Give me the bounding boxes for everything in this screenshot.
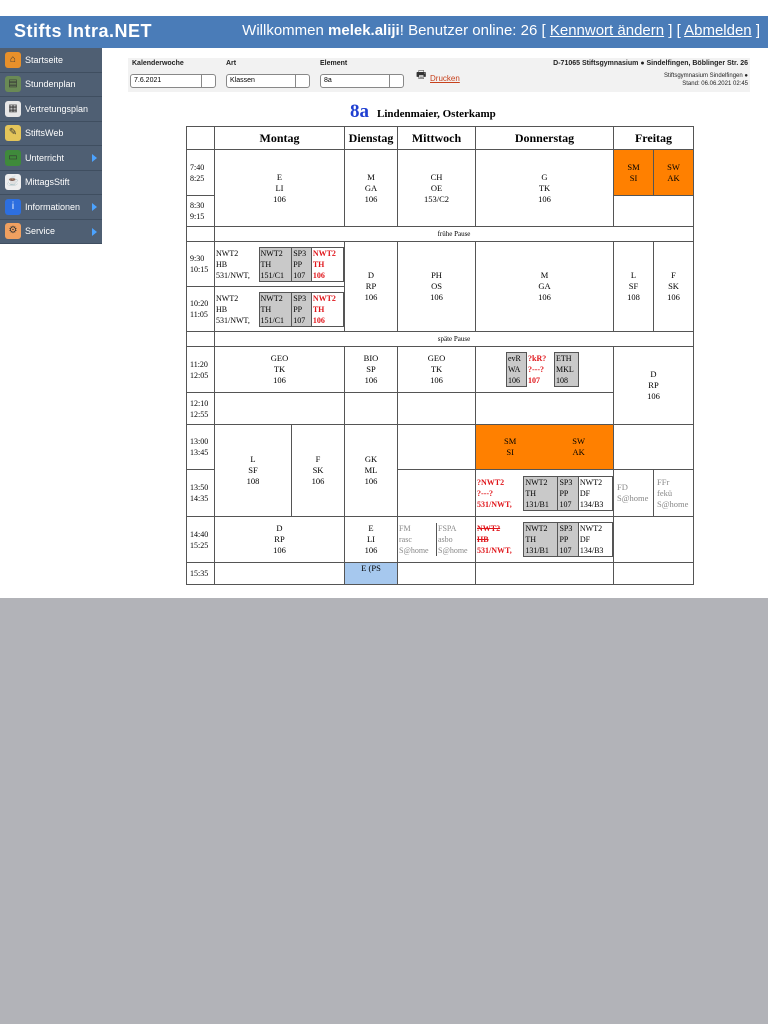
tools-icon: ⚙ xyxy=(5,223,21,239)
pencil-icon: ✎ xyxy=(5,125,21,141)
lesson-group[interactable]: FM rasc S@home FSPA asbo S@home xyxy=(398,517,476,563)
timetable-title xyxy=(350,101,496,123)
chevron-right-icon xyxy=(92,154,97,162)
chevron-right-icon xyxy=(92,203,97,211)
time-slot: 10:20 11:05 xyxy=(187,287,215,332)
lesson-group[interactable]: evR WA 106 ?kR? ?---? 107 ETH MKL 108 xyxy=(476,347,614,393)
empty-cell xyxy=(614,196,694,227)
timetable xyxy=(186,126,694,585)
element-label: Element xyxy=(320,60,348,67)
time-slot: 9:30 10:15 xyxy=(187,242,215,287)
period-row xyxy=(187,242,694,287)
day-header: Donnerstag xyxy=(476,127,614,150)
type-select[interactable]: Klassen xyxy=(226,74,310,88)
header-bar xyxy=(0,16,768,48)
lesson-group[interactable]: NWT2 HB 531/NWT, NWT2 TH 151/C1 SP3 PP 107 NWT2 TH 106 xyxy=(215,287,345,332)
class-teachers: Lindenmaier, Osterkamp xyxy=(377,108,496,120)
lesson-cell[interactable]: GEO TK 106 xyxy=(398,347,476,393)
lesson-cell[interactable]: SW AK xyxy=(654,150,694,196)
school-address: D-71065 Stiftsgymnasium ● Sindelfingen, Böblinger Str. 26 xyxy=(553,60,748,67)
day-header: Mittwoch xyxy=(398,127,476,150)
separator: ] [ xyxy=(664,22,685,39)
sidebar-item-label: Startseite xyxy=(25,54,64,65)
day-header-row xyxy=(187,127,694,150)
week-select[interactable]: 7.6.2021 xyxy=(130,74,216,88)
sidebar-item-startseite[interactable] xyxy=(0,48,102,73)
time-slot: 8:30 9:15 xyxy=(187,196,215,227)
day-header: Freitag xyxy=(614,127,694,150)
lesson-cell[interactable]: F SK 106 xyxy=(654,242,694,332)
break-row xyxy=(187,332,694,347)
change-password-link[interactable]: Kennwort ändern xyxy=(549,22,665,39)
cafeteria-icon: ☕ xyxy=(5,174,21,190)
lesson-cell[interactable]: SM SI xyxy=(614,150,654,196)
time-slot: 13:50 14:35 xyxy=(187,470,215,517)
time-slot: 12:10 12:55 xyxy=(187,393,215,425)
sidebar-item-service[interactable] xyxy=(0,220,102,245)
blackboard-icon: ▭ xyxy=(5,150,21,166)
lesson-group[interactable]: NWT2 HB 531/NWT, NWT2 TH 131/B1 SP3 PP 107 NWT2 DF 134/B3 xyxy=(476,517,614,563)
day-header: Montag xyxy=(215,127,345,150)
lesson-cell[interactable]: L SF 108 xyxy=(215,425,292,517)
element-select[interactable]: 8a xyxy=(320,74,404,88)
day-header: Dienstag xyxy=(345,127,398,150)
sidebar-item-label: StiftsWeb xyxy=(25,128,64,139)
calendar-icon: ▦ xyxy=(5,101,21,117)
sidebar-item-mittagsstift[interactable] xyxy=(0,171,102,196)
home-icon: ⌂ xyxy=(5,52,21,68)
welcome-prefix: Willkommen xyxy=(242,22,329,39)
sidebar-item-label: Service xyxy=(25,226,56,237)
period-row xyxy=(187,517,694,563)
chevron-down-icon xyxy=(389,75,403,87)
brand-logo[interactable]: Stifts Intra.NET xyxy=(14,21,153,41)
lesson-group[interactable]: ?NWT2 ?---? 531/NWT, NWT2 TH 131/B1 SP3 PP 107 NWT2 DF 134/B3 xyxy=(476,470,614,517)
sidebar-item-label: Vertretungsplan xyxy=(25,103,89,114)
sidebar-item-label: MittagsStift xyxy=(25,177,70,188)
lesson-cell[interactable]: E LI 106 xyxy=(215,150,345,227)
logout-link[interactable]: Abmelden xyxy=(684,22,752,39)
lesson-cell[interactable]: L SF 108 xyxy=(614,242,654,332)
school-stand: Stiftsgymnasium Sindelfingen ● Stand: 06.06.2021 02:45 xyxy=(664,73,748,87)
lesson-cell[interactable]: FFr fekü S@home xyxy=(654,470,694,517)
lesson-cell[interactable]: PH OS 106 xyxy=(398,242,476,332)
break-label: frühe Pause xyxy=(215,227,694,242)
lesson-cell[interactable]: D RP 106 xyxy=(215,517,345,563)
sidebar-item-unterricht[interactable] xyxy=(0,146,102,171)
period-row xyxy=(187,150,694,196)
welcome-text xyxy=(242,22,760,39)
lesson-cell[interactable]: D RP 106 xyxy=(345,242,398,332)
sidebar-item-label: Unterricht xyxy=(25,152,65,163)
lesson-cell[interactable]: FD S@home xyxy=(614,470,654,517)
lesson-cell[interactable]: GEO TK 106 xyxy=(215,347,345,393)
chevron-down-icon xyxy=(201,75,215,87)
lesson-cell[interactable]: E (PS xyxy=(345,563,398,585)
lesson-cell[interactable]: G TK 106 xyxy=(476,150,614,227)
lesson-cell[interactable]: BIO SP 106 xyxy=(345,347,398,393)
chevron-right-icon xyxy=(92,228,97,236)
timetable-icon: ▤ xyxy=(5,76,21,92)
info-icon: i xyxy=(5,199,21,215)
period-row xyxy=(187,347,694,393)
sidebar xyxy=(0,48,102,244)
lesson-cell[interactable]: D RP 106 xyxy=(614,347,694,425)
time-slot: 14:40 15:25 xyxy=(187,517,215,563)
time-slot: 15:35 xyxy=(187,563,215,585)
lesson-cell[interactable]: F SK 106 xyxy=(292,425,345,517)
sidebar-item-label: Stundenplan xyxy=(25,79,76,90)
lesson-cell[interactable]: E LI 106 xyxy=(345,517,398,563)
control-bar xyxy=(128,58,750,92)
time-slot: 13:00 13:45 xyxy=(187,425,215,470)
period-row xyxy=(187,425,694,470)
break-row xyxy=(187,227,694,242)
bracket-end: ] xyxy=(751,22,760,39)
lesson-cell[interactable]: CH OE 153/C2 xyxy=(398,150,476,227)
break-label: späte Pause xyxy=(215,332,694,347)
sidebar-item-stundenplan[interactable] xyxy=(0,73,102,98)
lesson-group[interactable]: NWT2 HB 531/NWT, NWT2 TH 151/C1 SP3 PP 107 NWT2 TH 106 xyxy=(215,242,345,287)
online-count: ! Benutzer online: 26 [ xyxy=(399,22,550,39)
time-slot: 11:20 12:05 xyxy=(187,347,215,393)
printer-icon[interactable]: 🖶 xyxy=(416,69,427,81)
sidebar-item-stiftsweb[interactable] xyxy=(0,122,102,147)
lesson-cell[interactable]: GK ML 106 xyxy=(345,425,398,517)
week-label: Kalenderwoche xyxy=(132,60,184,67)
lesson-cell[interactable]: SM SI SW AK xyxy=(476,425,614,470)
sidebar-item-informationen[interactable] xyxy=(0,195,102,220)
lesson-cell[interactable]: M GA 106 xyxy=(476,242,614,332)
username: melek.aliji xyxy=(328,22,400,39)
chevron-down-icon xyxy=(295,75,309,87)
print-link[interactable]: Drucken xyxy=(430,74,460,83)
type-label: Art xyxy=(226,60,237,67)
period-row xyxy=(187,563,694,585)
sidebar-item-vertretungsplan[interactable] xyxy=(0,97,102,122)
lesson-cell[interactable]: M GA 106 xyxy=(345,150,398,227)
sidebar-item-label: Informationen xyxy=(25,201,81,212)
class-name: 8a xyxy=(350,101,369,122)
time-slot: 7:40 8:25 xyxy=(187,150,215,196)
